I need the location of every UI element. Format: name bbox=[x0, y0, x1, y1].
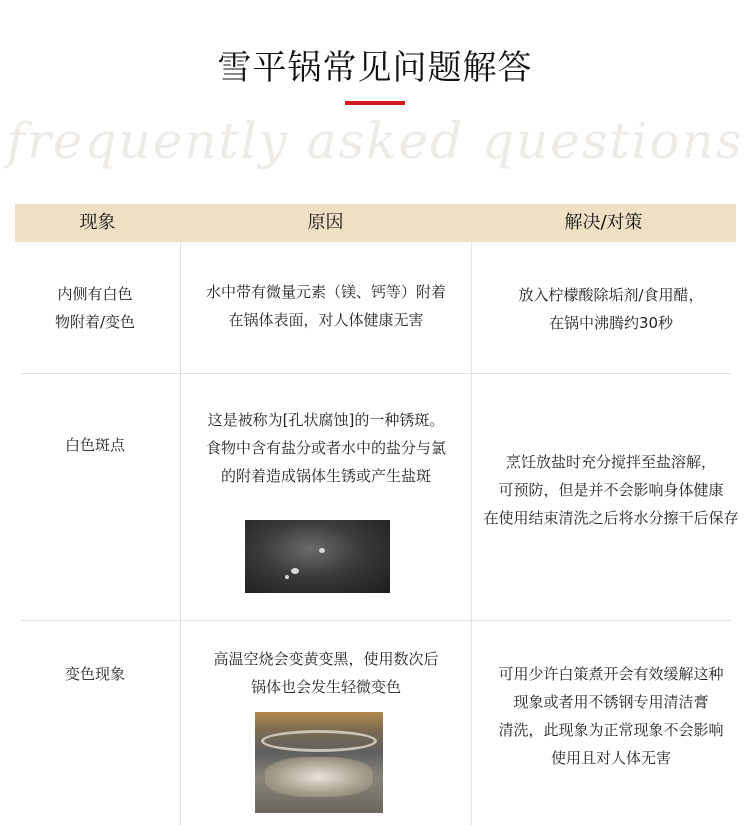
header-cause: 原因 bbox=[307, 212, 344, 233]
table-row-2-solution: 烹饪放盐时充分搅拌至盐溶解， 可预防，但是并不会影响身体健康 在使用结束清洗之后将水分擦干后保存 bbox=[483, 453, 739, 527]
title-accent-bar bbox=[345, 101, 405, 105]
table-row-1-cause: 水中带有微量元素（镁、钙等）附着 在锅体表面，对人体健康无害 bbox=[205, 283, 446, 329]
pan-white-spots-photo bbox=[245, 520, 390, 593]
pan-discoloration-photo bbox=[255, 712, 383, 813]
page-subtitle: frequently asked questions bbox=[6, 112, 744, 170]
table-header bbox=[15, 204, 736, 242]
page-title: 雪平锅常见问题解答 bbox=[217, 48, 533, 88]
pan-interior bbox=[265, 757, 373, 797]
white-spot bbox=[285, 575, 289, 579]
table-row-2-cause: 这是被称为[孔状腐蚀]的一种锈斑。 食物中含有盐分或者水中的盐分与氯 的附着造成锅体生锈或产生盐斑 bbox=[205, 411, 446, 485]
row-divider bbox=[20, 373, 732, 374]
table-row-3-cause: 高温空烧会变黄变黑，使用数次后 锅体也会发生轻微变色 bbox=[213, 650, 439, 696]
table-row-3-solution: 可用少许白策煮开会有效缓解这种 现象或者用不锈钢专用清洁膏 清洗，此现象为正常现象不会影响 使用且对人体无害 bbox=[498, 665, 724, 767]
white-spot bbox=[319, 548, 325, 553]
table-row-1-solution: 放入柠檬酸除垢剂/食用醋， 在锅中沸腾约30秒 bbox=[518, 286, 704, 332]
table-row-2-phenomenon: 白色斑点 bbox=[64, 436, 125, 454]
table-row-1-phenomenon: 内侧有白色 物附着/变色 bbox=[54, 285, 136, 331]
row-divider bbox=[20, 620, 732, 621]
pan-rim bbox=[261, 730, 377, 752]
header-phenomenon: 现象 bbox=[79, 212, 116, 233]
white-spot bbox=[291, 568, 299, 574]
table-row-3-phenomenon: 变色现象 bbox=[64, 665, 125, 683]
header-solution: 解决/对策 bbox=[564, 212, 643, 233]
